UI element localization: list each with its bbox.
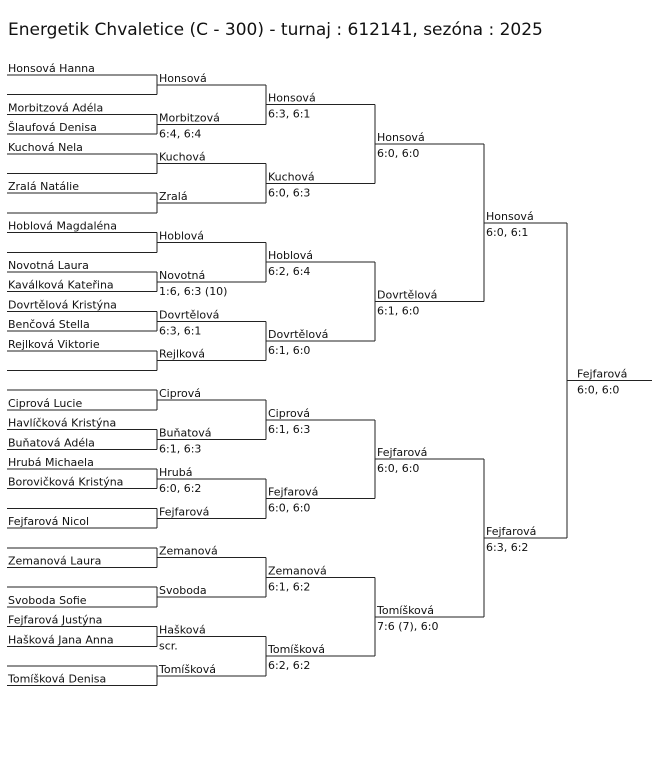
- player-name: Zralá Natálie: [8, 180, 79, 194]
- match-winner-name: Honsová: [268, 91, 316, 105]
- player-name: Zemanová Laura: [8, 554, 102, 568]
- match-score: 7:6 (7), 6:0: [377, 619, 439, 633]
- match-score: 6:1, 6:0: [268, 343, 311, 357]
- match-score: 6:0, 6:0: [268, 501, 311, 515]
- match-score: 1:6, 6:3 (10): [159, 284, 228, 298]
- player-name: Novotná Laura: [8, 259, 89, 272]
- player-name: Tomíšková Denisa: [8, 672, 107, 686]
- player-name: Šlaufová Denisa: [8, 121, 97, 135]
- match-winner-name: Novotná: [159, 268, 206, 282]
- match-winner-name: Hašková: [159, 623, 206, 637]
- match-score: 6:1, 6:3: [159, 442, 202, 456]
- match-score: 6:0, 6:3: [268, 186, 311, 200]
- player-name: Morbitzová Adéla: [8, 101, 104, 115]
- match-winner-name: Svoboda: [159, 584, 207, 598]
- match-winner-name: Fejfarová: [486, 524, 537, 538]
- page-title: Energetik Chvaletice (C - 300) - turnaj : 612141, sezóna : 2025: [8, 20, 543, 40]
- player-name: Ciprová Lucie: [8, 396, 83, 410]
- match-score: 6:0, 6:1: [486, 225, 529, 239]
- match-winner-name: Zemanová: [268, 564, 327, 578]
- player-name: Fejfarová Justýna: [8, 613, 103, 627]
- player-name: Borovičková Kristýna: [8, 475, 124, 489]
- match-winner-name: Honsová: [486, 209, 534, 223]
- player-name: Hrubá Michaela: [8, 456, 94, 469]
- match-winner-name: Fejfarová: [159, 505, 210, 519]
- match-winner-name: Zralá: [159, 190, 188, 204]
- player-name: Rejlková Viktorie: [8, 337, 100, 351]
- match-score: 6:3, 6:1: [159, 324, 202, 338]
- player-name: Hoblová Magdaléna: [8, 219, 117, 233]
- player-name: Kuchová Nela: [8, 140, 83, 154]
- match-winner-name: Morbitzová: [159, 111, 220, 125]
- match-winner-name: Kuchová: [159, 150, 206, 164]
- match-score: 6:3, 6:1: [268, 107, 311, 121]
- match-winner-name: Hrubá: [159, 465, 193, 479]
- player-name: Hašková Jana Anna: [8, 633, 114, 647]
- match-winner-name: Ciprová: [159, 387, 201, 401]
- match-winner-name: Fejfarová: [377, 446, 428, 460]
- match-score: 6:4, 6:4: [159, 127, 202, 141]
- match-score: 6:0, 6:0: [377, 462, 420, 476]
- player-name: Dovrtělová Kristýna: [8, 298, 117, 312]
- match-winner-name: Tomíšková: [377, 603, 435, 617]
- player-name: Benčová Stella: [8, 318, 90, 332]
- match-winner-name: Honsová: [159, 71, 207, 85]
- match-score: scr.: [159, 639, 178, 653]
- final-score: 6:0, 6:0: [577, 383, 620, 397]
- match-score: 6:1, 6:3: [268, 422, 311, 436]
- tournament-winner-name: Fejfarová: [577, 367, 628, 381]
- match-winner-name: Zemanová: [159, 544, 218, 558]
- player-name: Havlíčková Kristýna: [8, 416, 117, 430]
- match-winner-name: Hoblová: [159, 229, 205, 243]
- player-name: Honsová Hanna: [8, 62, 95, 75]
- match-winner-name: Fejfarová: [268, 485, 319, 499]
- match-winner-name: Ciprová: [268, 406, 310, 420]
- match-score: 6:0, 6:2: [159, 481, 202, 495]
- match-winner-name: Rejlková: [159, 347, 205, 361]
- match-winner-name: Tomíšková: [159, 662, 217, 676]
- player-name: Fejfarová Nicol: [8, 515, 90, 529]
- player-name: Buňatová Adéla: [8, 436, 95, 450]
- match-winner-name: Hoblová: [268, 249, 314, 263]
- player-name: Kaválková Kateřina: [8, 278, 114, 292]
- match-score: 6:2, 6:4: [268, 265, 311, 279]
- match-winner-name: Dovrtělová: [159, 308, 220, 322]
- match-winner-name: Tomíšková: [268, 643, 326, 657]
- match-score: 6:2, 6:2: [268, 659, 311, 673]
- match-score: 6:3, 6:2: [486, 540, 529, 554]
- match-winner-name: Honsová: [377, 130, 425, 144]
- match-winner-name: Dovrtělová: [377, 288, 438, 302]
- match-winner-name: Kuchová: [268, 170, 315, 184]
- match-winner-name: Buňatová: [159, 426, 212, 440]
- match-score: 6:1, 6:0: [377, 304, 420, 318]
- match-winner-name: Dovrtělová: [268, 327, 329, 341]
- match-score: 6:1, 6:2: [268, 580, 311, 594]
- match-score: 6:0, 6:0: [377, 146, 420, 160]
- player-name: Svoboda Sofie: [8, 593, 87, 607]
